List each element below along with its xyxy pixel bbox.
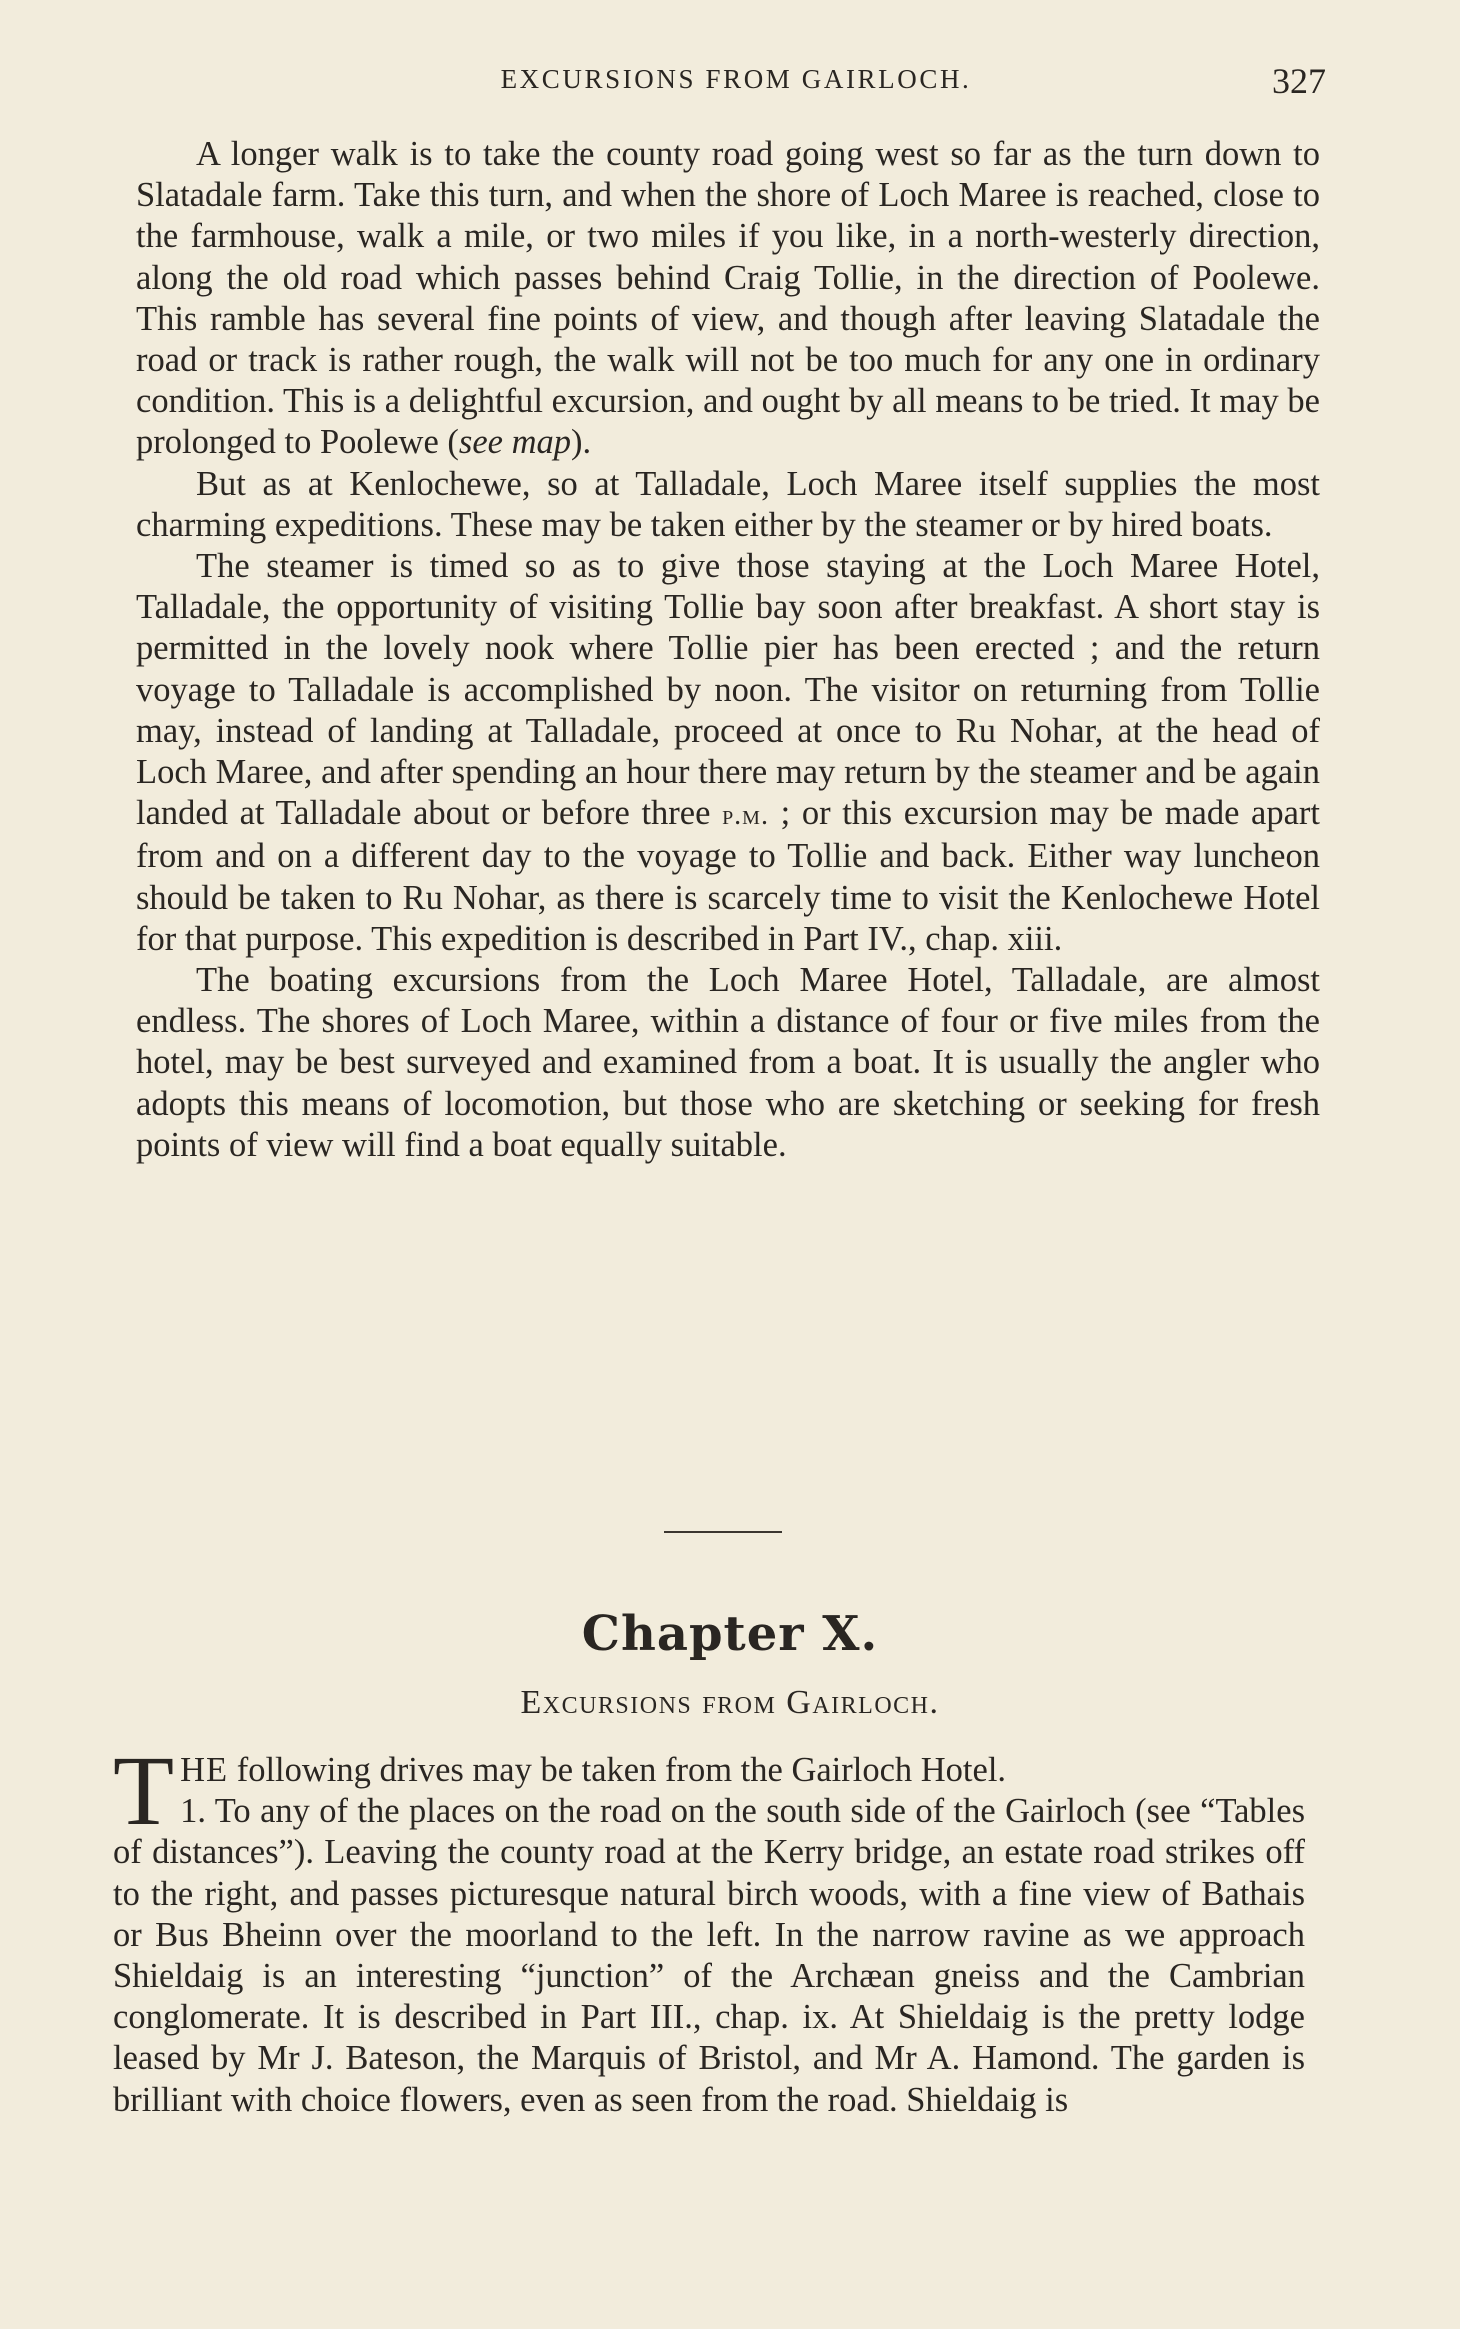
paragraph-boating: The boating excursions from the Loch Maree Hotel, Talladale, are almost endless. The shores of Loch Maree, within a distance of four or five miles from the hotel, may be best surveyed and examined from a boat. It is usually the angler who adopts this means of locomotion, but those who are sketching or seeking for fresh points of view will find a boat equally suitable.	[136, 961, 1320, 1164]
drive-item-1: 1. To any of the places on the road on the south side of the Gairloch (see “Tables of distances”). Leaving the county road at the Kerry bridge, an estate road strikes off to the right, and passes picturesque natural birch woods, with a fine view of Bathais or Bus Bheinn over the moorland to the left. In the narrow ravine as we approach Shieldaig is an interesting “junction” of the Archæan gneiss and the Cambrian conglomerate. It is described in Part III., chap. ix. At Shieldaig is the pretty lodge leased by Mr J. Bateson, the Marquis of Bristol, and Mr A. Hamond. The garden is brilliant with choice flowers, even as seen from the road. Shieldaig is	[113, 1792, 1305, 2119]
running-title: EXCURSIONS FROM GAIRLOCH.	[500, 64, 972, 94]
opening-text: following drives may be taken from the Gairloch Hotel.	[228, 1751, 1007, 1789]
time-abbreviation: p.m.	[722, 800, 769, 832]
paragraph-text: ).	[571, 423, 592, 462]
paragraph-text: A longer walk is to take the county road going west so far as the turn down to Slatadale farm. Take this turn, and when the shore of Loch Maree is reached, close to the farmhouse, walk a mile, or two miles if you like, in a north-westerly direction, along the old road which passes behind Craig Tollie, in the direction of Poolewe. This ramble has several fine points of view, and though after leaving Slatadale the road or track is rather rough, the walk will not be too much for any one in ordinary condition. This is a delightful excursion, and ought by all means to be tried. It may be prolonged to Poolewe (	[136, 135, 1320, 462]
opening-caps: HE	[180, 1751, 229, 1789]
chapter-text	[113, 1735, 1305, 2121]
drop-cap: T	[113, 1735, 175, 1846]
paragraph-text: The steamer is timed so as to give those staying at the Loch Maree Hotel, Talladale, the opportunity of visiting Tollie bay soon after breakfast. A short stay is permitted in the lovely nook where Tollie pier has been erected ; and the return voyage to Talladale is accomplished by noon. The visitor on returning from Tollie may, instead of landing at Talladale, proceed at once to Ru Nohar, at the head of Loch Maree, and after spending an hour there may return by the steamer and be again landed at Talladale about or before three	[136, 547, 1320, 833]
paragraph-steamer	[136, 546, 1320, 960]
chapter-subtitle: Excursions from Gairloch.	[520, 1684, 940, 1721]
body-text	[136, 134, 1320, 1166]
chapter-heading: Chapter X.	[581, 1606, 879, 1662]
page-number: 327	[1272, 61, 1326, 101]
chapter-opening	[113, 1735, 1305, 1846]
paragraph-loch-maree-expeditions: But as at Kenlochewe, so at Talladale, Loch Maree itself supplies the most charming expeditions. These may be taken either by the steamer or by hired boats.	[136, 464, 1320, 544]
paragraph-longer-walk	[136, 134, 1320, 464]
running-head	[136, 62, 1336, 106]
section-divider	[664, 1531, 782, 1533]
see-map-reference: see map	[458, 423, 571, 462]
paragraph-text: ; or this excursion may be made apart from and on a different day to the voyage to Tollie and back. Either way luncheon should be taken to Ru Nohar, as there is scarcely time to visit the Kenlochewe Hotel for that purpose. This expedition is described in Part IV., chap. xiii.	[136, 794, 1320, 958]
